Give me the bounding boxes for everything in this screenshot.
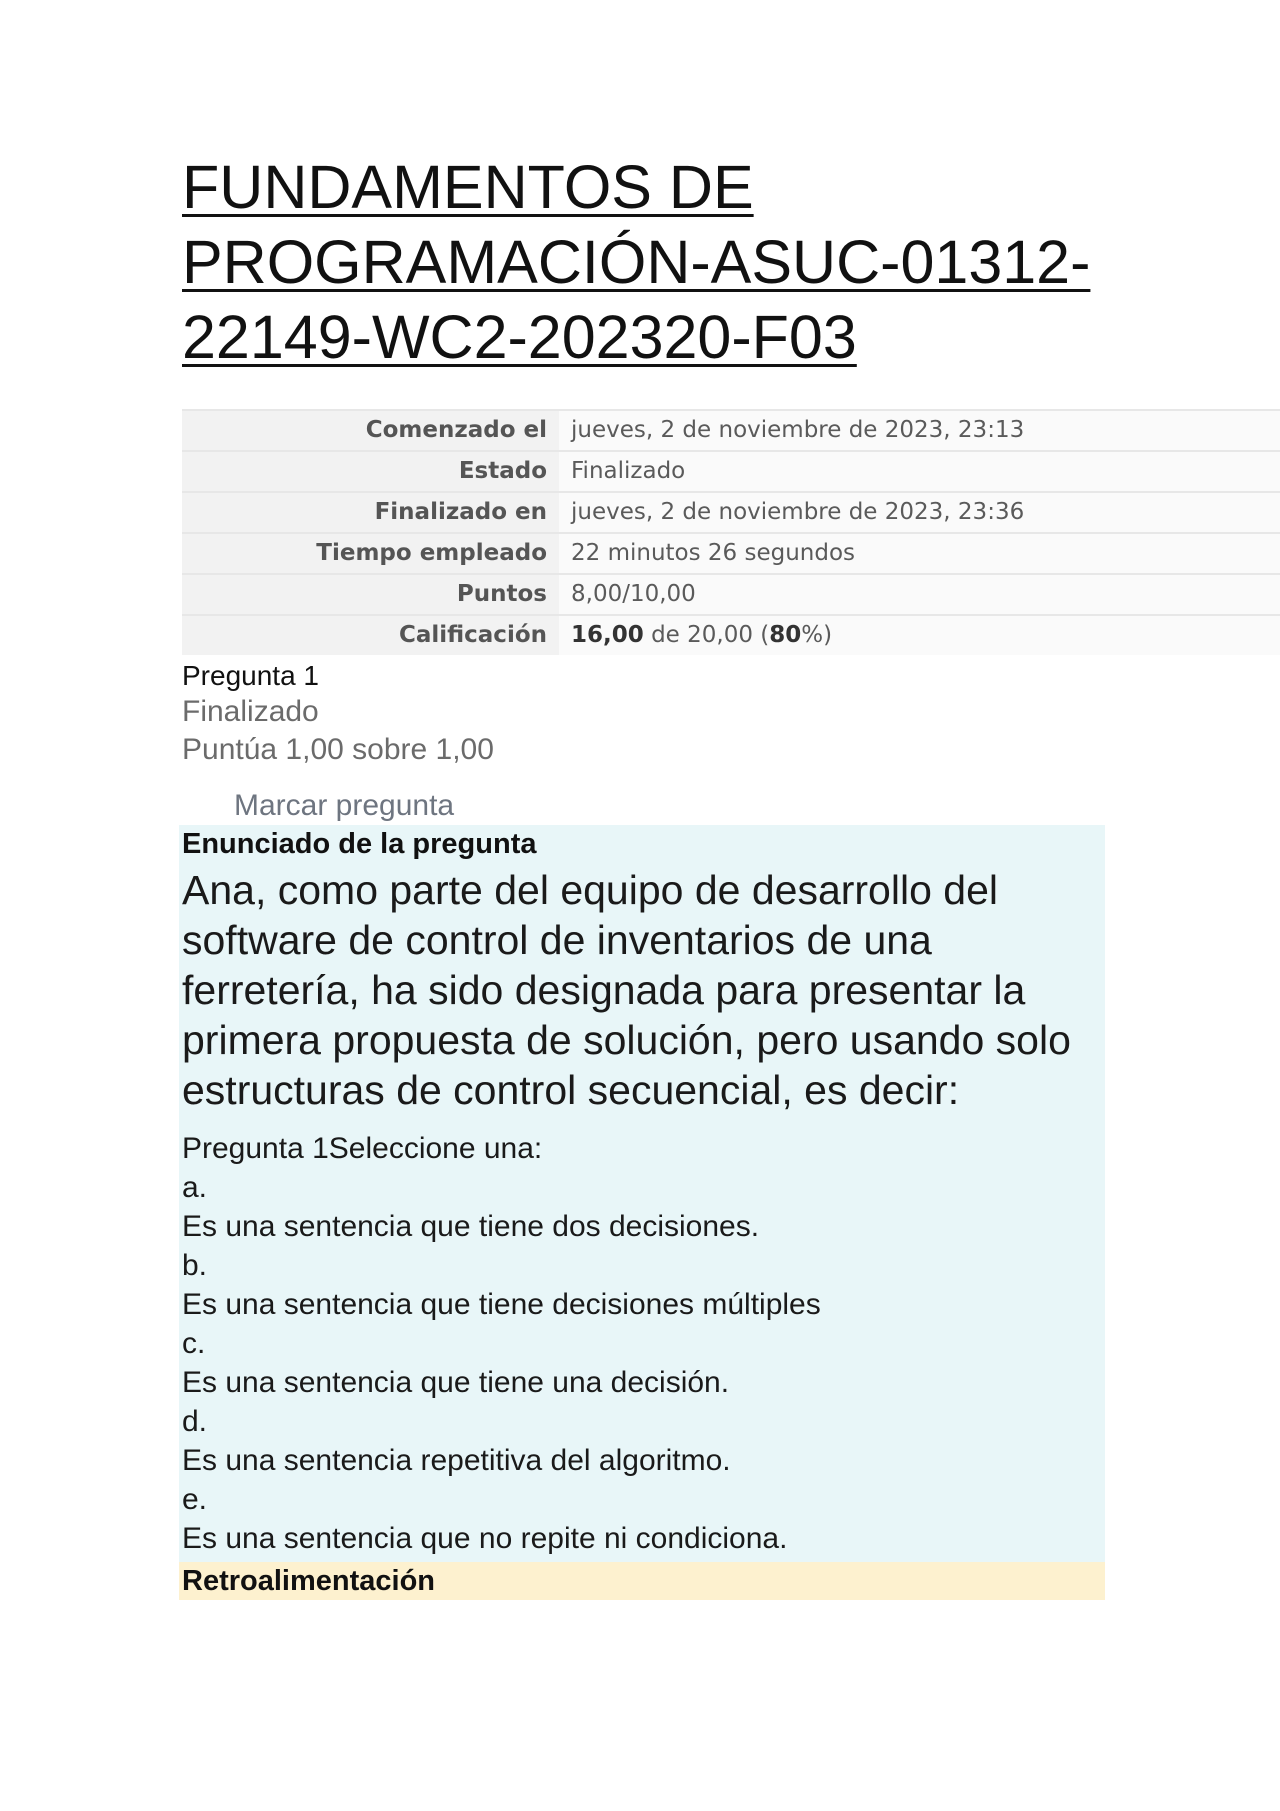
summary-label: Puntos bbox=[182, 574, 559, 615]
summary-value: jueves, 2 de noviembre de 2023, 23:36 bbox=[559, 492, 1280, 533]
summary-label: Comenzado el bbox=[182, 410, 559, 451]
option-letter: b. bbox=[182, 1249, 208, 1282]
option-text: Es una sentencia que tiene una decisión. bbox=[182, 1366, 730, 1399]
summary-row-started bbox=[182, 410, 1280, 451]
answer-option-d[interactable] bbox=[182, 1402, 1102, 1480]
question-content bbox=[179, 825, 1105, 1562]
option-text: Es una sentencia que tiene dos decisiones. bbox=[182, 1210, 760, 1243]
question-number: Pregunta 1 bbox=[182, 660, 319, 691]
summary-row-state bbox=[182, 451, 1280, 492]
summary-value: Finalizado bbox=[559, 451, 1280, 492]
option-text: Es una sentencia que no repite ni condiciona. bbox=[182, 1522, 788, 1555]
question-state: Finalizado bbox=[182, 695, 319, 728]
summary-row-time-taken bbox=[182, 533, 1280, 574]
summary-label: Estado bbox=[182, 451, 559, 492]
answer-option-b[interactable] bbox=[182, 1246, 1102, 1324]
option-letter: c. bbox=[182, 1327, 206, 1360]
option-letter: a. bbox=[182, 1171, 208, 1204]
grade-percent: 80 bbox=[769, 622, 802, 648]
answer-option-e[interactable] bbox=[182, 1480, 1102, 1558]
course-title-link[interactable]: FUNDAMENTOS DE PROGRAMACIÓN-ASUC-01312-22149-WC2-202320-F03 bbox=[182, 153, 1091, 371]
question-text: Ana, como parte del equipo de desarrollo del software de control de inventarios de una ferretería, ha sido designada para presentar la primera propuesta de solución, pero usando solo estructuras de control secuencial, es decir: bbox=[182, 867, 1071, 1113]
summary-row-grade bbox=[182, 615, 1280, 655]
option-text: Es una sentencia repetitiva del algoritmo. bbox=[182, 1444, 731, 1477]
grade-out-of: de 20,00 ( bbox=[643, 622, 770, 648]
summary-label: Tiempo empleado bbox=[182, 533, 559, 574]
summary-value: 8,00/10,00 bbox=[559, 574, 1280, 615]
option-letter: d. bbox=[182, 1405, 208, 1438]
grade-percent-sign: %) bbox=[801, 622, 833, 648]
question-grade: Puntúa 1,00 sobre 1,00 bbox=[182, 733, 494, 766]
summary-label: Finalizado en bbox=[182, 492, 559, 533]
option-text: Es una sentencia que tiene decisiones múltiples bbox=[182, 1288, 821, 1321]
answer-prompt: Pregunta 1Seleccione una: bbox=[182, 1132, 543, 1165]
question-statement-heading: Enunciado de la pregunta bbox=[182, 828, 537, 860]
attempt-summary-table bbox=[182, 409, 1280, 655]
summary-row-finished bbox=[182, 492, 1280, 533]
answer-option-a[interactable] bbox=[182, 1168, 1102, 1246]
summary-label: Calificación bbox=[182, 615, 559, 655]
feedback-heading: Retroalimentación bbox=[179, 1562, 1105, 1600]
summary-row-points bbox=[182, 574, 1280, 615]
flag-question-link[interactable]: Marcar pregunta bbox=[234, 789, 455, 822]
grade-score: 16,00 bbox=[571, 622, 644, 648]
summary-value: jueves, 2 de noviembre de 2023, 23:13 bbox=[559, 410, 1280, 451]
quiz-review-page bbox=[182, 150, 1280, 1600]
option-letter: e. bbox=[182, 1483, 208, 1516]
question-info bbox=[182, 659, 1280, 769]
summary-grade-value bbox=[559, 615, 1280, 655]
summary-value: 22 minutos 26 segundos bbox=[559, 533, 1280, 574]
answer-option-c[interactable] bbox=[182, 1324, 1102, 1402]
